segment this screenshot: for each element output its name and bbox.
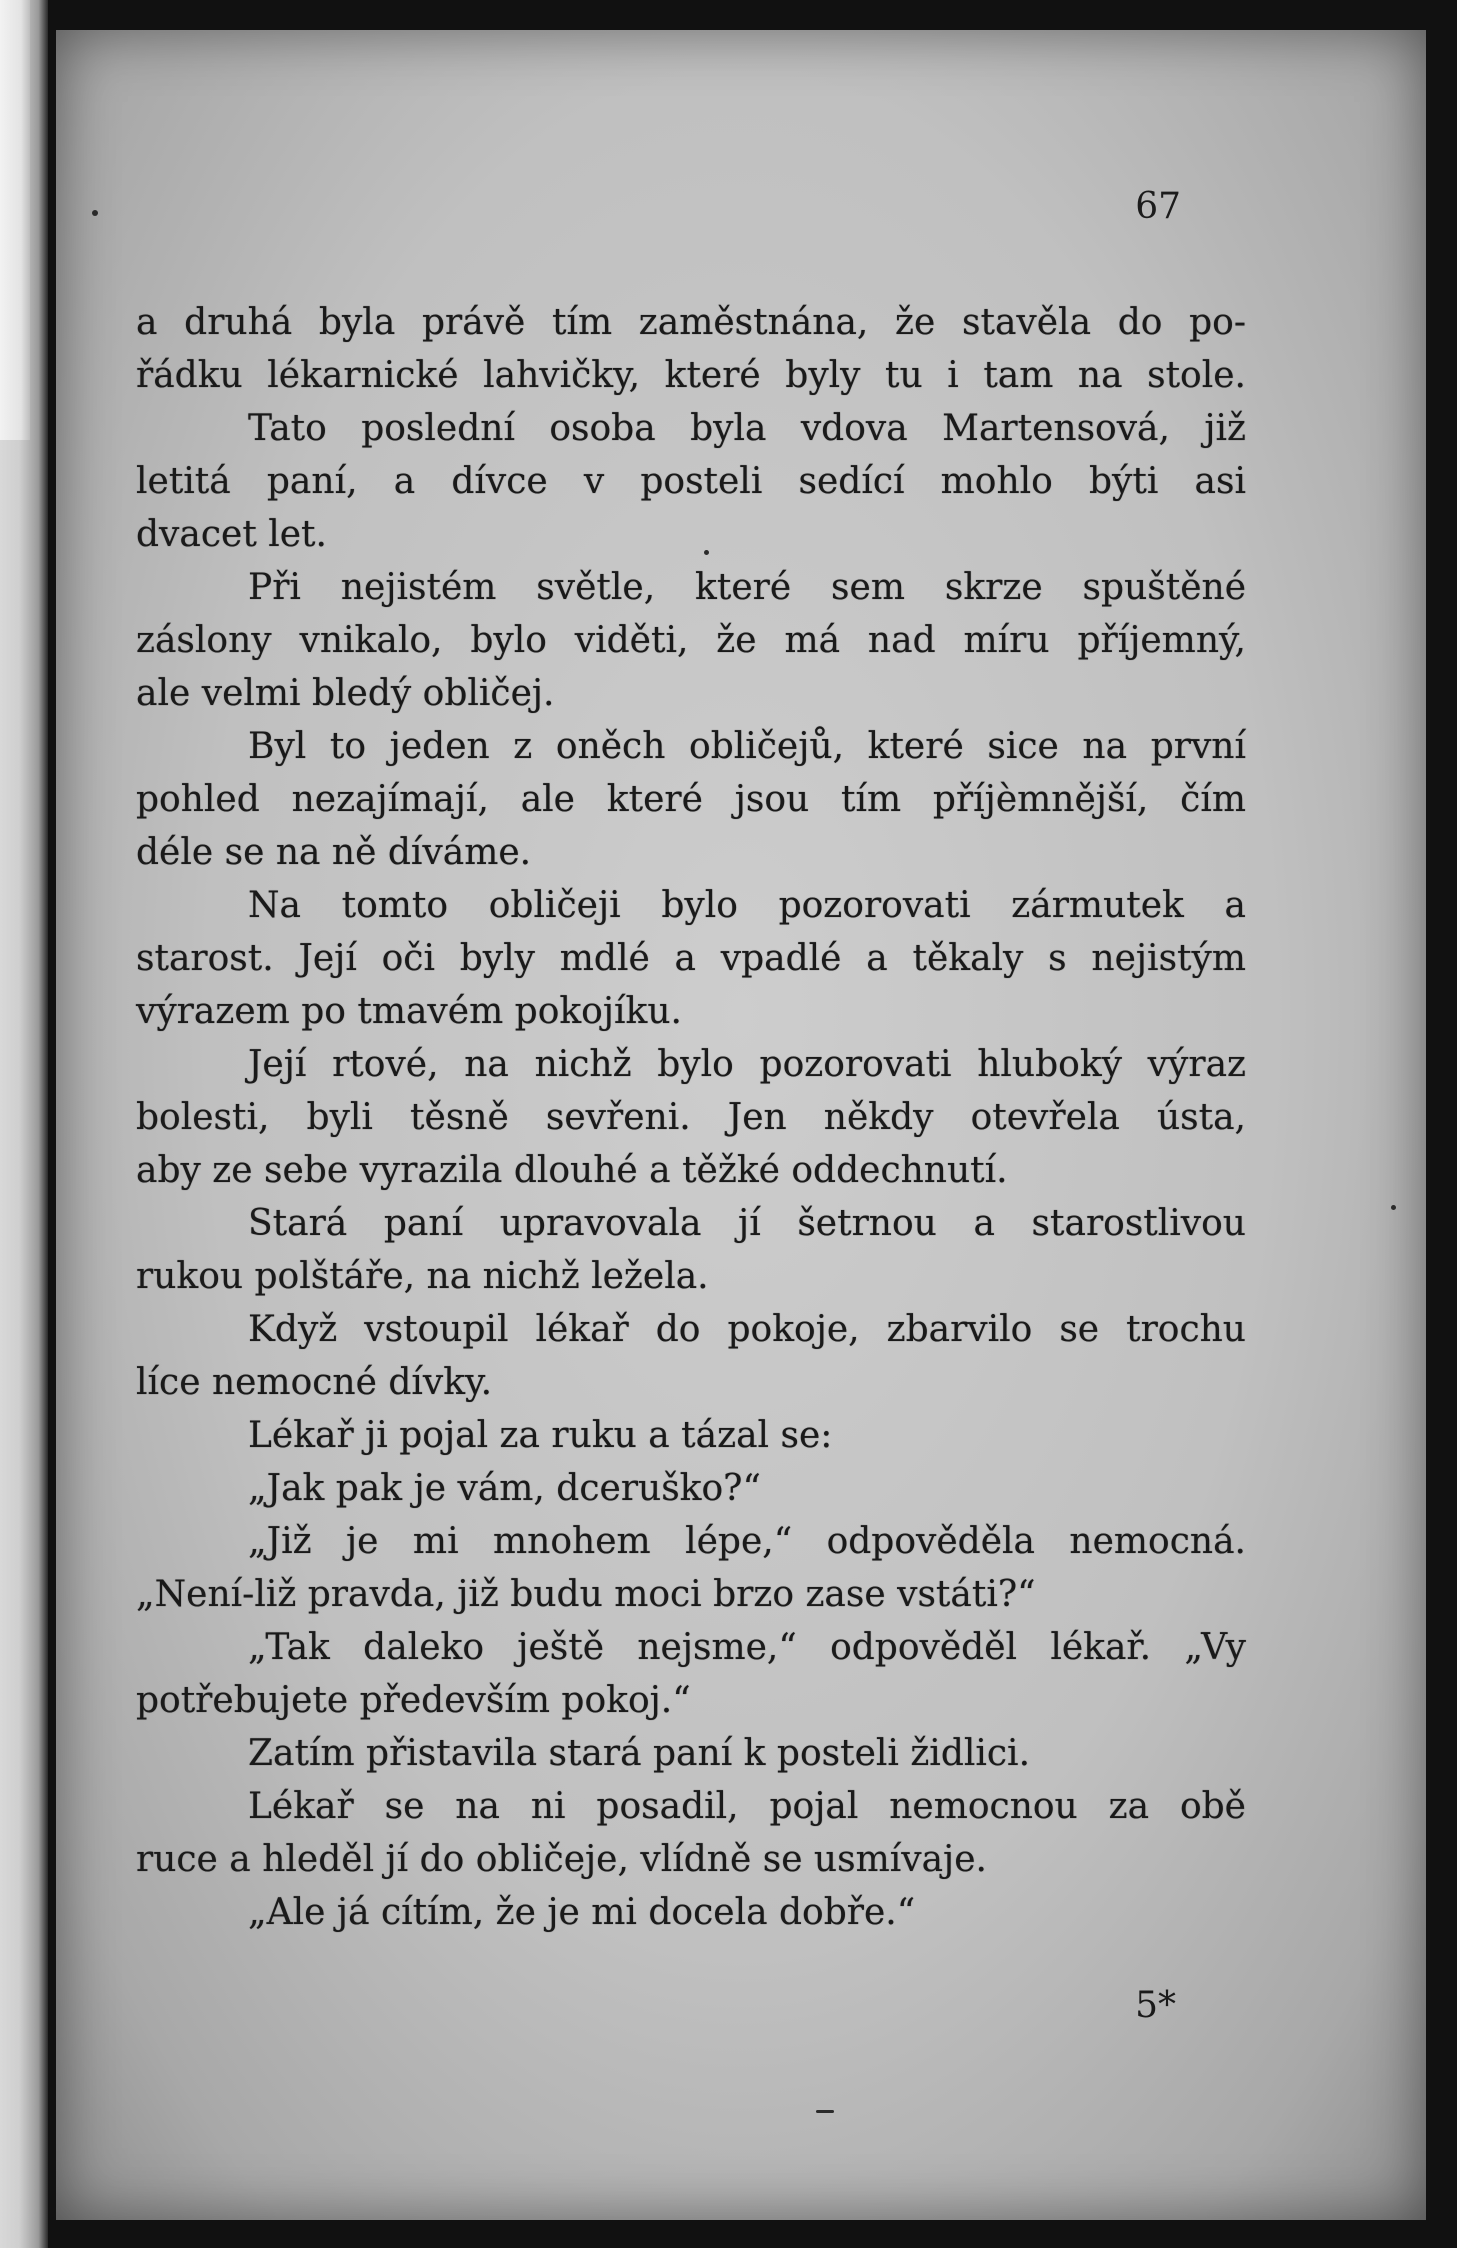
text-line: Na tomto obličeji bylo pozorovati zármutek a	[248, 885, 1246, 926]
text-line: výrazem po tmavém pokojíku.	[136, 991, 682, 1032]
text-line: ale velmi bledý obličej.	[136, 673, 555, 714]
text-line: Zatím přistavila stará paní k posteli židlici.	[248, 1733, 1031, 1774]
text-line: Tato poslední osoba byla vdova Martensová, již	[248, 408, 1246, 449]
text-line: Byl to jeden z oněch obličejů, které sice na první	[248, 726, 1246, 767]
text-line: pohled nezajímají, ale které jsou tím příjèmnější, čím	[136, 779, 1246, 820]
text-line: líce nemocné dívky.	[136, 1362, 493, 1403]
text-line: řádku lékarnické lahvičky, které byly tu i tam na stole.	[136, 355, 1246, 396]
text-line: Její rtové, na nichž bylo pozorovati hluboký výraz	[248, 1044, 1246, 1085]
text-line: Při nejistém světle, které sem skrze spuštěné	[248, 567, 1246, 608]
text-line: „Není-liž pravda, již budu moci brzo zase vstáti?“	[136, 1574, 1036, 1615]
text-line: starost. Její oči byly mdlé a vpadlé a těkaly s nejistým	[136, 938, 1246, 979]
text-line: dvacet let.	[136, 514, 327, 555]
page-number: 67	[1135, 186, 1181, 227]
text-line: Když vstoupil lékař do pokoje, zbarvilo se trochu	[248, 1309, 1246, 1350]
text-line: Lékař ji pojal za ruku a tázal se:	[248, 1415, 833, 1456]
text-line: bolesti, byli těsně sevřeni. Jen někdy otevřela ústa,	[136, 1097, 1246, 1138]
body-text	[136, 296, 1246, 1939]
signature-mark: 5*	[1135, 1985, 1176, 2026]
text-line: potřebujete především pokoj.“	[136, 1680, 691, 1721]
text-line: Lékař se na ni posadil, pojal nemocnou za obě	[248, 1786, 1246, 1827]
text-line: déle se na ně díváme.	[136, 832, 532, 873]
ink-speck	[92, 210, 98, 216]
text-line: „Jak pak je vám, dceruško?“	[248, 1468, 761, 1509]
book-page	[56, 30, 1426, 2220]
text-line: Stará paní upravovala jí šetrnou a starostlivou	[248, 1203, 1246, 1244]
left-page-edge	[0, 0, 48, 2248]
ink-speck	[816, 2110, 834, 2113]
text-line: rukou polštáře, na nichž ležela.	[136, 1256, 709, 1297]
text-line: „Již je mi mnohem lépe,“ odpověděla nemocná.	[248, 1521, 1246, 1562]
left-page-edge-highlight	[0, 0, 30, 440]
text-line: „Tak daleko ještě nejsme,“ odpověděl lékař. „Vy	[248, 1627, 1246, 1668]
text-line: a druhá byla právě tím zaměstnána, že stavěla do po-	[136, 302, 1246, 343]
text-line: záslony vnikalo, bylo viděti, že má nad míru příjemný,	[136, 620, 1246, 661]
text-line: ruce a hleděl jí do obličeje, vlídně se usmívaje.	[136, 1839, 987, 1880]
text-line: aby ze sebe vyrazila dlouhé a těžké oddechnutí.	[136, 1150, 1008, 1191]
text-line: „Ale já cítím, že je mi docela dobře.“	[248, 1892, 916, 1933]
text-line: letitá paní, a dívce v posteli sedící mohlo býti asi	[136, 461, 1246, 502]
ink-speck	[704, 550, 709, 555]
ink-speck	[1391, 1205, 1396, 1210]
